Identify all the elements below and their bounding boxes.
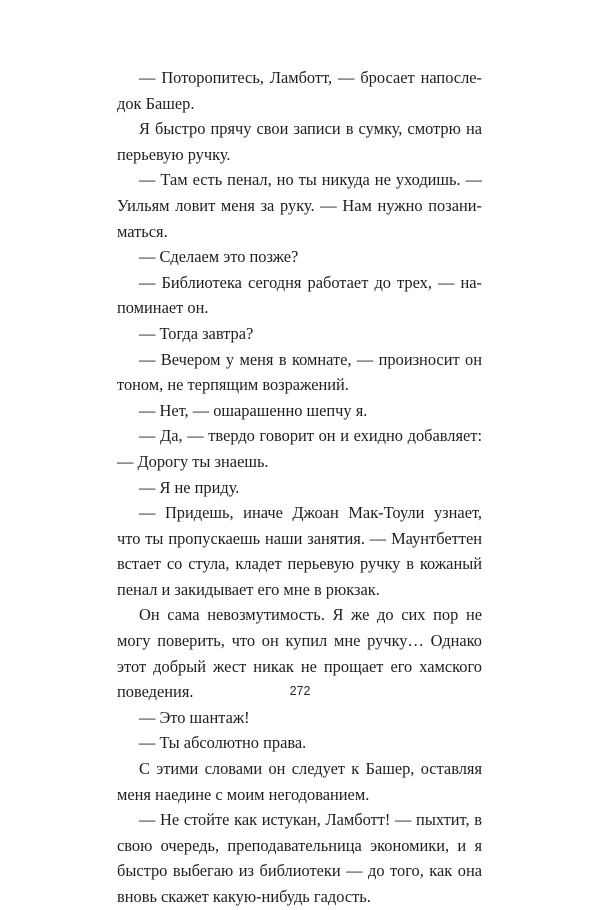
- paragraph: С этими словами он следует к Башер, оставляя меня наедине с моим негодованием.: [117, 759, 482, 804]
- paragraph: — Я не приду.: [139, 477, 240, 497]
- paragraph: — Придешь, иначе Джоан Мак-Тоули узнает, что ты пропускаешь наши занятия. — Маунтбеттен встает со стула, кладет перьевую ручку в кожаный пенал и закидывает его мне в рюкзак.: [117, 503, 482, 599]
- paragraph: — Там есть пенал, но ты никуда не уходишь. — Уильям ловит меня за руку. — Нам нужно позаниматься.: [117, 170, 482, 241]
- paragraph: — Да, — твердо говорит он и ехидно добавляет: — Дорогу ты знаешь.: [117, 426, 482, 471]
- paragraph: — Поторопитесь, Ламботт, — бросает напоследок Башер.: [117, 68, 482, 113]
- paragraph: Он сама невозмутимость. Я же до сих пор не могу поверить, что он купил мне ручку… Однако этот добрый жест никак не прощает его хамского поведения.: [117, 605, 482, 702]
- page-number: 272: [289, 684, 311, 698]
- paragraph: — Тогда завтра?: [139, 323, 254, 343]
- paragraph: — Это шантаж!: [139, 707, 250, 727]
- paragraph: — Ты абсолютно права.: [139, 733, 307, 753]
- paragraph: Я быстро прячу свои записи в сумку, смотрю на перьевую ручку.: [117, 119, 482, 164]
- text-body: [117, 65, 482, 910]
- paragraph: — Сделаем это позже?: [139, 247, 299, 267]
- paragraph: — Не стойте как истукан, Ламботт! — пыхтит, в свою очередь, преподавательница экономики, и я быстро выбегаю из библиотеки — до того, как она вновь скажет какую-нибудь гадость.: [117, 810, 482, 906]
- paragraph: — Библиотека сегодня работает до трех, — напоминает он.: [117, 272, 482, 318]
- paragraph: — Нет, — ошарашенно шепчу я.: [139, 400, 368, 420]
- paragraph: — Вечером у меня в комнате, — произносит он тоном, не терпящим возражений.: [117, 349, 482, 395]
